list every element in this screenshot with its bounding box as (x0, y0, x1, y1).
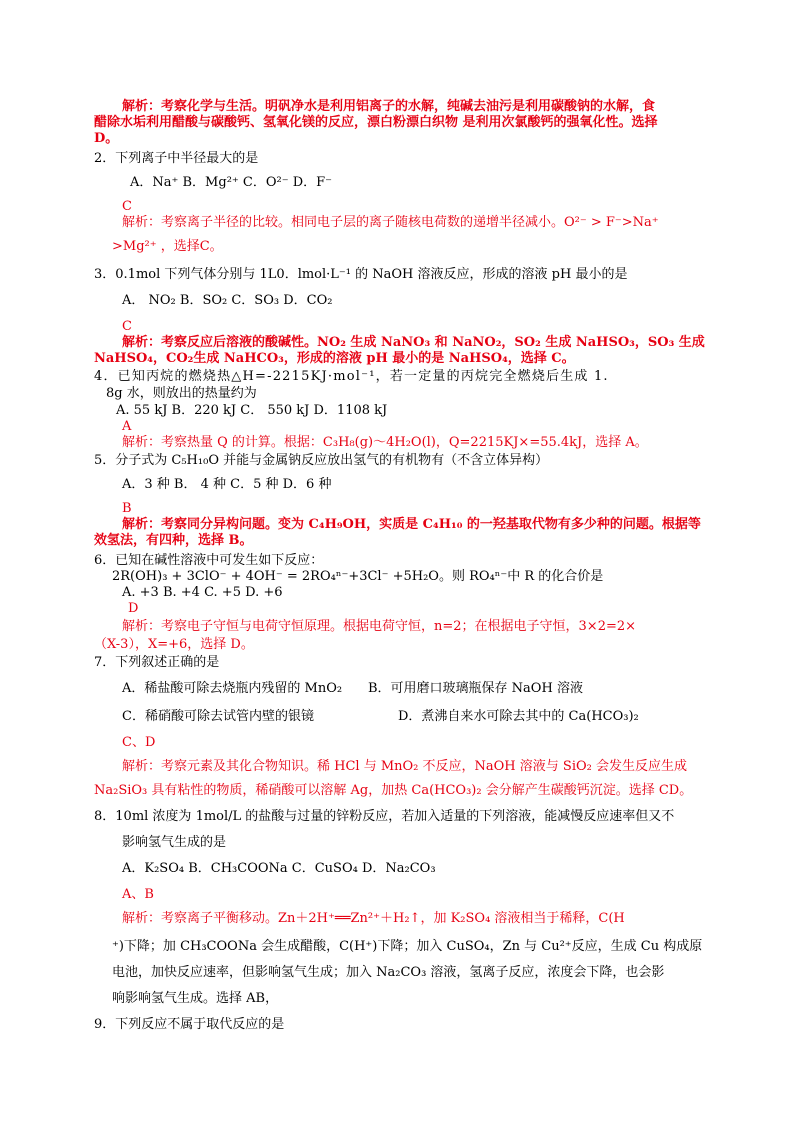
analysis-q1-line3: D。 (94, 131, 119, 146)
answer-q3: C (122, 319, 132, 334)
analysis-q8-line3: 电池，加快反应速率，但影响氢气生成；加入 Na₂CO₃ 溶液，氢离子反应，浓度会下降，也会影 (112, 965, 665, 980)
question-7-option-c: C．稀硝酸可除去试管内壁的银镜 (122, 709, 314, 724)
question-4-line2: 8g 水，则放出的热量约为 (106, 386, 257, 401)
question-4-line1: 4．已知丙烷的燃烧热△H=-2215KJ·mol⁻¹，若一定量的丙烷完全燃烧后生成 1. (94, 369, 609, 384)
answer-q2: C (122, 199, 132, 214)
analysis-q1-line2: 醋除水垢利用醋酸与碳酸钙、氢氧化镁的反应，漂白粉漂白织物 是利用次氯酸钙的强氧化性。选择 (94, 115, 658, 130)
analysis-q2-line1: 解析：考察离子半径的比较。相同电子层的离子随核电荷数的递增半径减小。O²⁻ > F⁻>Na⁺ (122, 215, 659, 230)
answer-q4: A (122, 419, 132, 434)
question-3: 3．0.1mol 下列气体分别与 1L0．lmol·L⁻¹ 的 NaOH 溶液反应，形成的溶液 pH 最小的是 (94, 267, 628, 282)
analysis-q3-line1: 解析：考察反应后溶液的酸碱性。NO₂ 生成 NaNO₃ 和 NaNO₂，SO₂ 生成 NaHSO₃，SO₃ 生成 (122, 335, 705, 350)
question-3-options: A． NO₂ B．SO₂ C．SO₃ D．CO₂ (122, 293, 333, 308)
question-8-options: A．K₂SO₄ B．CH₃COONa C．CuSO₄ D．Na₂CO₃ (122, 861, 436, 876)
question-4-options: A. 55 kJ B．220 kJ C． 550 kJ D．1108 kJ (116, 403, 388, 418)
question-2-options: A．Na⁺ B．Mg²⁺ C．O²⁻ D．F⁻ (130, 175, 333, 190)
analysis-q8-line2: ⁺)下降；加 CH₃COONa 会生成醋酸，C(H⁺)下降；加入 CuSO₄，Zn 与 Cu²⁺反应，生成 Cu 构成原 (112, 939, 703, 954)
question-9: 9．下列反应不属于取代反应的是 (94, 1017, 285, 1032)
question-7-option-a: A．稀盐酸可除去烧瓶内残留的 MnO₂ (122, 681, 343, 696)
question-8-line1: 8．10ml 浓度为 1mol/L 的盐酸与过量的锌粉反应，若加入适量的下列溶液，能减慢反应速率但又不 (94, 809, 675, 824)
question-6-options: A. +3 B. +4 C. +5 D. +6 (122, 585, 283, 600)
answer-q7: C、D (122, 735, 156, 750)
question-5-options: A．3 种 B． 4 种 C．5 种 D．6 种 (122, 477, 332, 492)
question-7-option-d: D．煮沸自来水可除去其中的 Ca(HCO₃)₂ (398, 709, 639, 724)
analysis-q8-line1: 解析：考察离子平衡移动。Zn＋2H⁺══Zn²⁺＋H₂↑，加 K₂SO₄ 溶液相当于稀释，C(H (122, 911, 625, 926)
analysis-q2-line2: >Mg²⁺ ，选择C。 (112, 239, 223, 254)
analysis-q6-line2: （X-3），X=+6，选择 D。 (94, 637, 254, 652)
analysis-q7-line2: Na₂SiO₃ 具有粘性的物质，稀硝酸可以溶解 Ag，加热 Ca(HCO₃)₂ 会分解产生碳酸钙沉淀。选择 CD。 (94, 783, 693, 798)
analysis-q5-line1: 解析：考察同分异构问题。变为 C₄H₉OH，实质是 C₄H₁₀ 的一羟基取代物有多少种的问题。根据等 (122, 517, 701, 532)
question-6-equation: 2R(OH)₃ + 3ClO⁻ + 4OH⁻ = 2RO₄ⁿ⁻+3Cl⁻ +5H₂O。则 RO₄ⁿ⁻中 R 的化合价是 (112, 569, 604, 584)
analysis-q5-line2: 效氢法，有四种，选择 B。 (94, 533, 253, 548)
question-2: 2．下列离子中半径最大的是 (94, 151, 259, 166)
answer-q6: D (128, 601, 139, 616)
question-7: 7．下列叙述正确的是 (94, 655, 220, 670)
analysis-q7-line1: 解析：考察元素及其化合物知识。稀 HCl 与 MnO₂ 不反应，NaOH 溶液与 SiO₂ 会发生反应生成 (122, 759, 687, 774)
answer-q8: A、B (122, 887, 154, 902)
analysis-q6-line1: 解析：考察电子守恒与电荷守恒原理。根据电荷守恒，n=2；在根据电子守恒，3×2=2× (122, 619, 637, 634)
question-7-option-b: B．可用磨口玻璃瓶保存 NaOH 溶液 (368, 681, 583, 696)
analysis-q4: 解析：考察热量 Q 的计算。根据：C₃H₈(g)～4H₂O(l)，Q=2215KJ×=55.4kJ，选择 A。 (122, 435, 648, 450)
answer-q5: B (122, 501, 132, 516)
question-5: 5．分子式为 C₅H₁₀O 并能与金属钠反应放出氢气的有机物有（不含立体异构） (94, 453, 549, 468)
question-8-line2: 影响氢气生成的是 (122, 835, 227, 850)
analysis-q1-line1: 解析：考察化学与生活。明矾净水是利用铝离子的水解，纯碱去油污是利用碳酸钠的水解，食 (122, 99, 656, 114)
analysis-q8-line4: 响影响氢气生成。选择 AB， (112, 991, 279, 1006)
analysis-q3-line2: NaHSO₄，CO₂生成 NaHCO₃，形成的溶液 pH 最小的是 NaHSO₄，选择 C。 (94, 351, 575, 366)
question-6: 6．已知在碱性溶液中可发生如下反应： (94, 553, 324, 568)
